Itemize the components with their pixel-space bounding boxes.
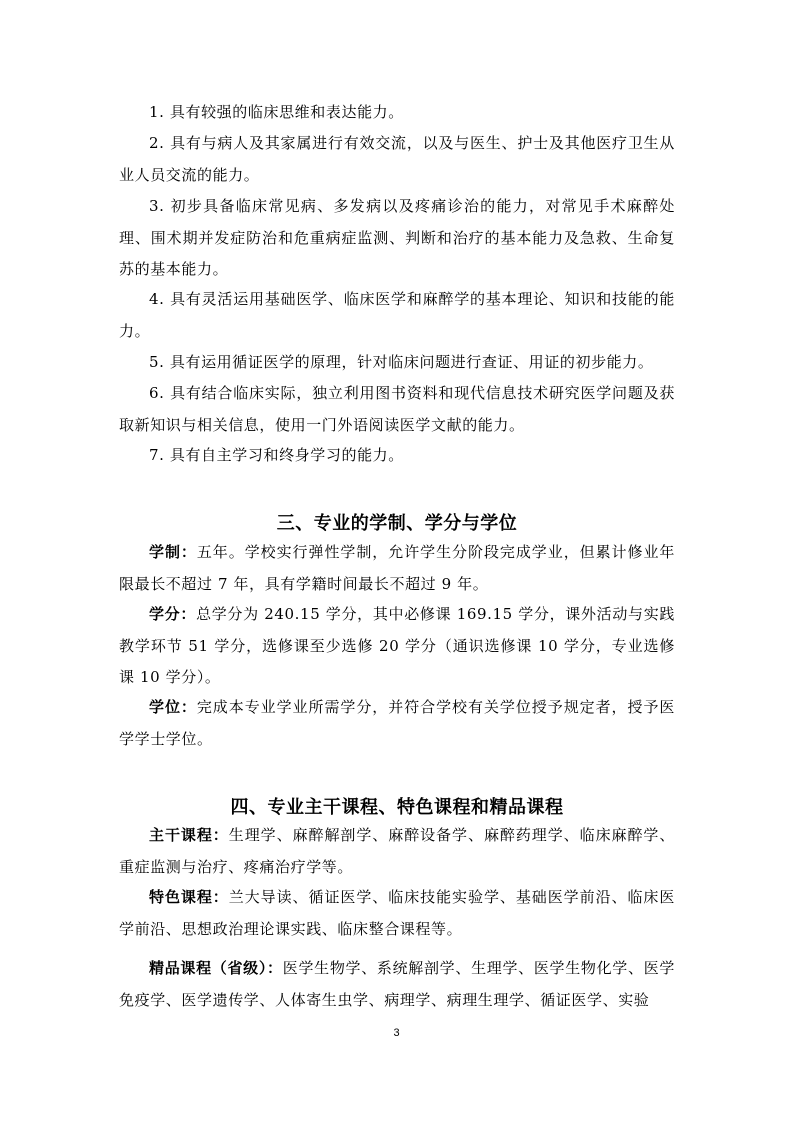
schooling-label: 学制： — [149, 543, 197, 561]
ability-item-7: 7. 具有自主学习和终身学习的能力。 — [149, 446, 404, 464]
section-heading-courses: 四、专业主干课程、特色课程和精品课程 — [230, 797, 564, 818]
quality-courses-text: 医学生物学、系统解剖学、生理学、医学生物化学、医学免疫学、医学遗传学、人体寄生虫学、病理学、病理生理学、循证医学、实验 — [119, 959, 675, 1009]
credits-label: 学分： — [149, 605, 197, 623]
main-courses-label: 主干课程： — [149, 826, 229, 844]
credits-paragraph — [119, 599, 675, 694]
featured-courses-paragraph — [119, 882, 675, 945]
ability-item-2: 2. 具有与病人及其家属进行有效交流，以及与医生、护士及其他医疗卫生从业人员交流的能力。 — [119, 134, 675, 184]
schooling-paragraph — [119, 537, 675, 600]
featured-courses-label: 特色课程： — [149, 888, 229, 906]
credits-text: 总学分为 240.15 学分，其中必修课 169.15 学分，课外活动与实践教学环节 51 学分，选修课至少选修 20 学分（通识选修课 10 学分，专业选修课 10 学分）。 — [119, 605, 675, 686]
featured-courses-text: 兰大导读、循证医学、临床技能实验学、基础医学前沿、临床医学前沿、思想政治理论课实践、临床整合课程等。 — [119, 888, 675, 938]
ability-item-1: 1. 具有较强的临床思维和表达能力。 — [149, 103, 404, 121]
main-courses-paragraph — [119, 820, 675, 883]
section-heading-schooling-credits-degree: 三、专业的学制、学分与学位 — [276, 513, 518, 534]
ability-item-6: 6. 具有结合临床实际，独立利用图书资料和现代信息技术研究医学问题及获取新知识与相关信息，使用一门外语阅读医学文献的能力。 — [119, 384, 675, 434]
degree-paragraph — [119, 692, 675, 755]
ability-item-3: 3. 初步具备临床常见病、多发病以及疼痛诊治的能力，对常见手术麻醉处理、围术期并发症防治和危重病症监测、判断和治疗的基本能力及急救、生命复苏的基本能力。 — [119, 197, 675, 278]
ability-item-4: 4. 具有灵活运用基础医学、临床医学和麻醉学的基本理论、知识和技能的能力。 — [119, 290, 675, 340]
quality-courses-label: 精品课程（省级）： — [149, 959, 283, 977]
degree-text: 完成本专业学业所需学分，并符合学校有关学位授予规定者，授予医学学士学位。 — [119, 698, 675, 748]
main-courses-text: 生理学、麻醉解剖学、麻醉设备学、麻醉药理学、临床麻醉学、重症监测与治疗、疼痛治疗学等。 — [119, 826, 675, 876]
schooling-text: 五年。学校实行弹性学制，允许学生分阶段完成学业，但累计修业年限最长不超过 7 年，具有学籍时间最长不超过 9 年。 — [119, 543, 675, 593]
degree-label: 学位： — [149, 698, 197, 716]
page-number: 3 — [393, 1027, 400, 1039]
quality-courses-paragraph — [119, 953, 675, 1016]
ability-item-5: 5. 具有运用循证医学的原理，针对临床问题进行查证、用证的初步能力。 — [149, 353, 654, 371]
